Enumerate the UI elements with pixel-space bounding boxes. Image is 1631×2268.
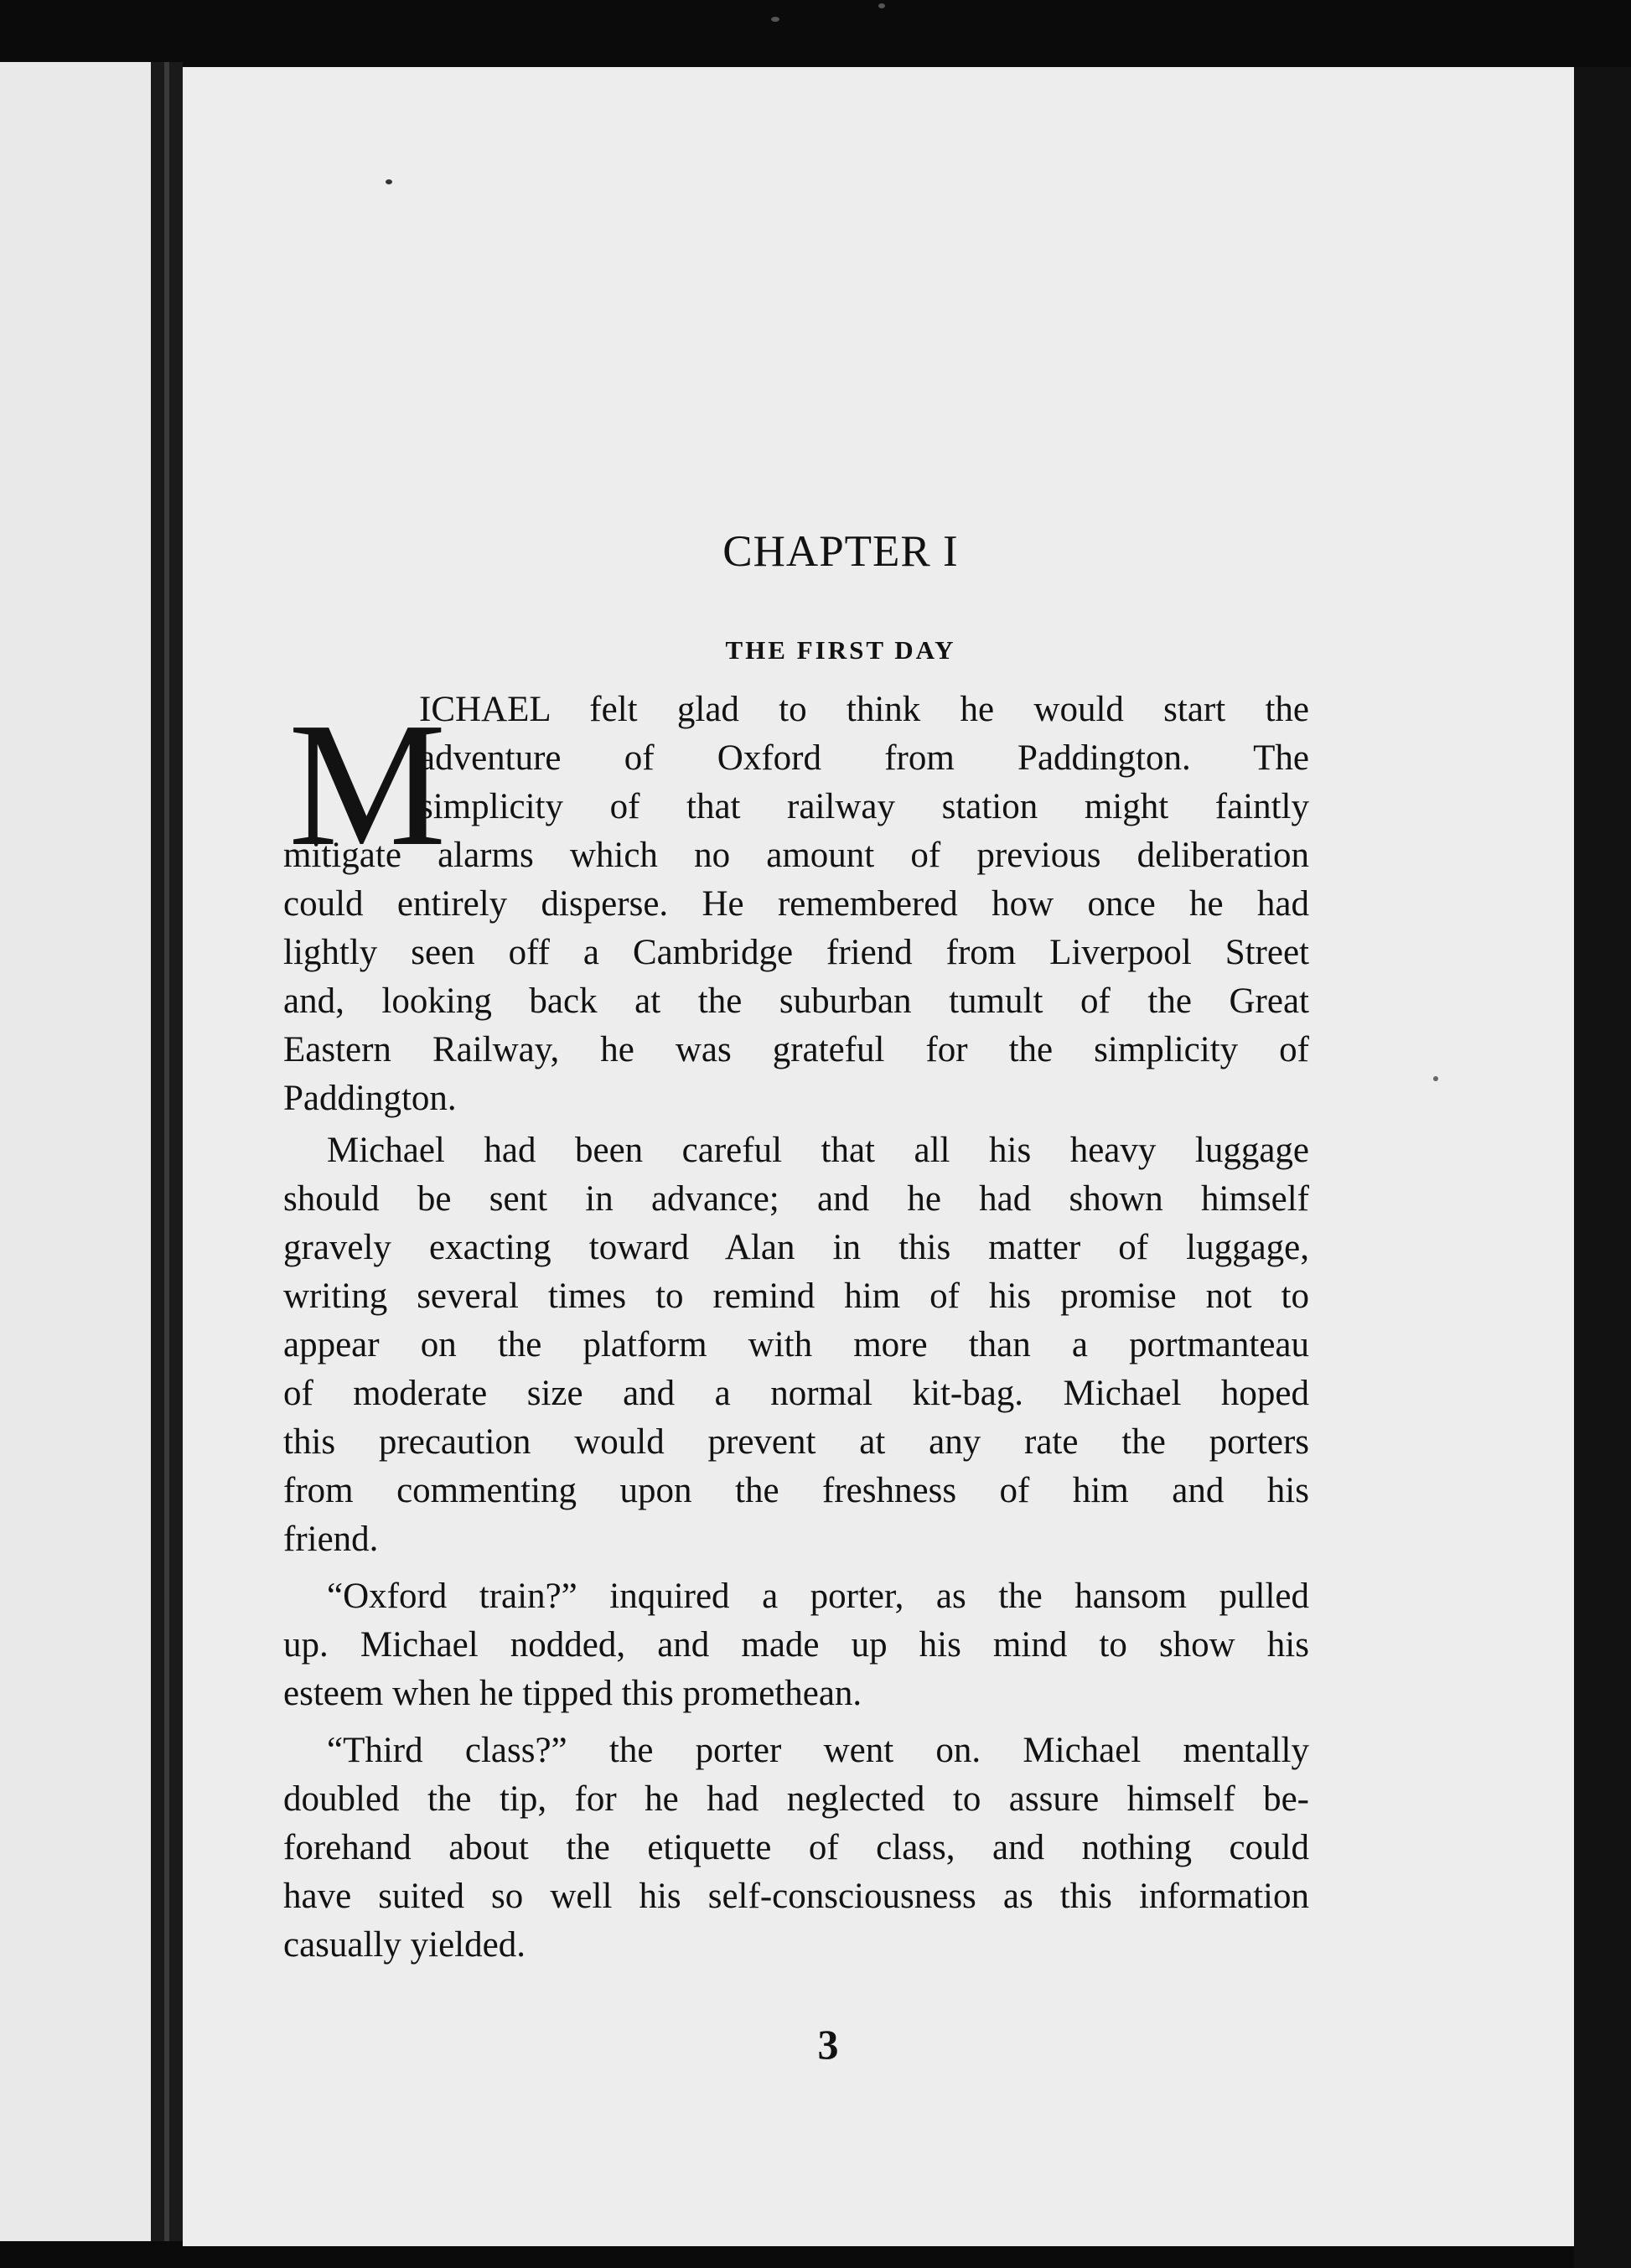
text-line: and, looking back at the suburban tumult of the Great [283,981,1309,1021]
text-line: have suited so well his self-consciousness as this information [283,1877,1309,1916]
chapter-subtitle: THE FIRST DAY [725,635,956,665]
scan-speck [878,3,885,8]
text-line: up. Michael nodded, and made up his mind to show his [283,1625,1309,1665]
text-line: “Oxford train?” inquired a porter, as the hansom pulled [327,1577,1309,1616]
text-line: of moderate size and a normal kit-bag. Michael hoped [283,1374,1309,1413]
text-line: lightly seen off a Cambridge friend from Liverpool Street [283,933,1309,972]
scan-speck [386,179,392,184]
text-line: Paddington. [283,1079,457,1118]
text-line: Michael had been careful that all his heavy luggage [327,1131,1309,1170]
text-line: casually yielded. [283,1925,526,1965]
chapter-title: CHAPTER I [722,527,959,576]
scan-speck [771,17,779,22]
text-line: appear on the platform with more than a portmanteau [283,1325,1309,1364]
text-line: this precaution would prevent at any rate the porters [283,1422,1309,1462]
gutter-highlight [164,62,169,2241]
scan-border-right [1574,67,1631,2268]
text-line: doubled the tip, for he had neglected to assure himself be- [283,1779,1309,1819]
text-line: ICHAEL felt glad to think he would start the [419,690,1309,729]
text-line: forehand about the etiquette of class, and nothing could [283,1828,1309,1867]
text-line: gravely exacting toward Alan in this matter of luggage, [283,1228,1309,1267]
page-number: 3 [817,2021,839,2068]
text-line: friend. [283,1520,379,1559]
text-line: from commenting upon the freshness of him and his [283,1471,1309,1510]
text-line: Eastern Railway, he was grateful for the simplicity of [283,1030,1309,1069]
drop-cap: M [288,686,447,883]
text-line: simplicity of that railway station might faintly [419,787,1309,826]
text-line: esteem when he tipped this promethean. [283,1674,862,1713]
text-line: mitigate alarms which no amount of previous deliberation [283,836,1309,875]
text-line: should be sent in advance; and he had shown himself [283,1179,1309,1219]
text-line: could entirely disperse. He remembered how once he had [283,884,1309,924]
scan-speck [1433,1076,1438,1081]
text-line: writing several times to remind him of his promise not to [283,1276,1309,1316]
text-line: adventure of Oxford from Paddington. The [419,738,1309,778]
facing-page-edge [0,62,151,2241]
text-line: “Third class?” the porter went on. Michael mentally [327,1731,1309,1770]
